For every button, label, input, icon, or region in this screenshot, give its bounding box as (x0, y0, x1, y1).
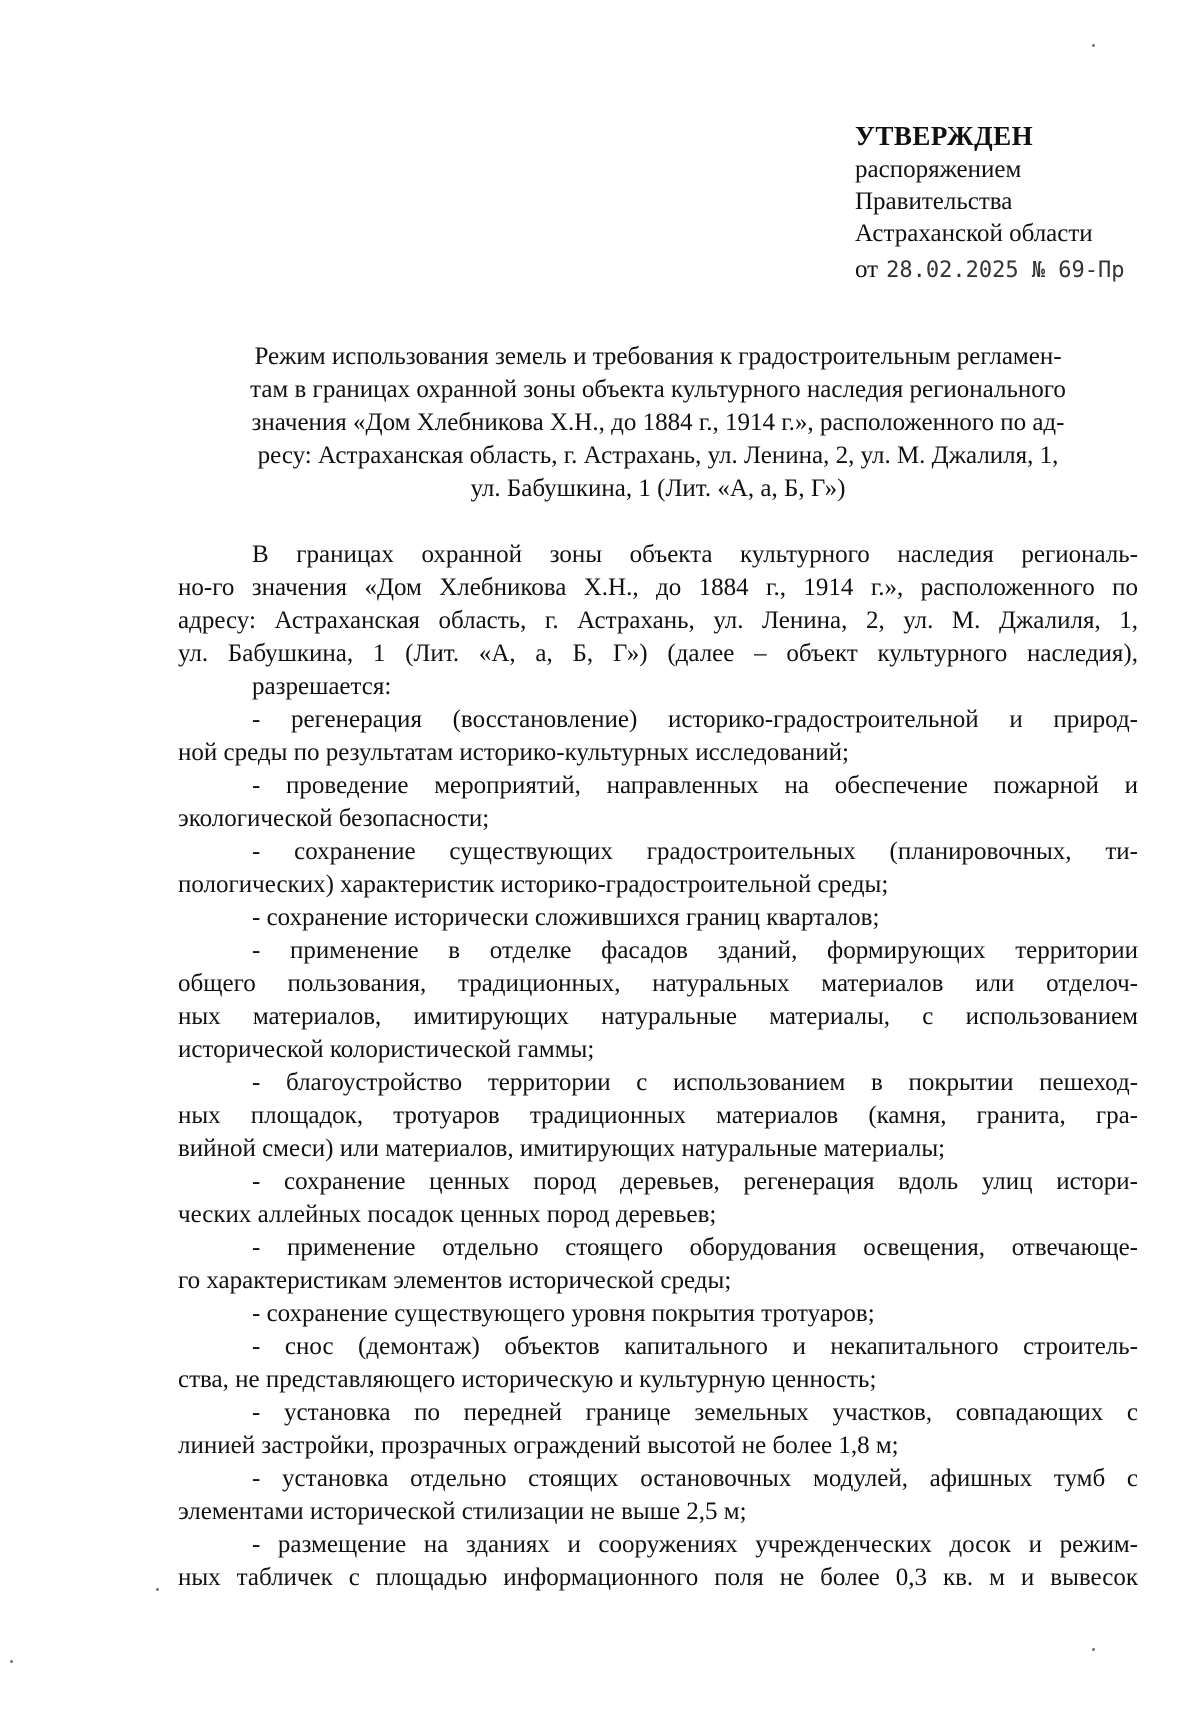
body-line: линией застройки, прозрачных ограждений высотой не более 1,8 м; (178, 1432, 899, 1459)
scan-speck (10, 1660, 13, 1663)
scan-speck (1092, 44, 1095, 47)
body-line: - применение отдельно стоящего оборудования освещения, отвечающе- (252, 1234, 1138, 1261)
body-line: - проведение мероприятий, направленных на обеспечение пожарной и (252, 772, 1138, 799)
body-line: - установка отдельно стоящих остановочных модулей, афишных тумб с (252, 1465, 1138, 1492)
body-line: - регенерация (восстановление) историко-градостроительной и природ- (252, 706, 1138, 733)
document-title (178, 340, 1138, 505)
approval-date-line (855, 254, 1185, 287)
body-line: вийной смеси) или материалов, имитирующих натуральные материалы; (178, 1135, 946, 1162)
approval-date-stamp: 28.02.2025 № 69-Пр (886, 258, 1125, 283)
body-line: - снос (демонтаж) объектов капитального и некапитального строитель- (252, 1333, 1138, 1360)
body-line: ных площадок, тротуаров традиционных материалов (камня, гранита, гра- (178, 1102, 1138, 1129)
body-line: - благоустройство территории с использованием в покрытии пешеход- (252, 1069, 1138, 1096)
title-line: значения «Дом Хлебникова Х.Н., до 1884 г., 1914 г.», расположенного по ад- (251, 409, 1065, 436)
title-line: ул. Бабушкина, 1 (Лит. «А, а, Б, Г») (470, 475, 846, 502)
approval-line-2: Правительства (855, 188, 1013, 215)
title-line: ресу: Астраханская область, г. Астрахань, ул. Ленина, 2, ул. М. Джалиля, 1, (257, 442, 1059, 469)
scan-speck (1092, 1648, 1095, 1651)
body-line: общего пользования, традиционных, натуральных материалов или отделоч- (178, 970, 1138, 997)
body-line: - размещение на зданиях и сооружениях учрежденческих досок и режим- (252, 1531, 1138, 1558)
approval-heading: УТВЕРЖДЕН (855, 121, 1034, 151)
body-line: ных табличек с площадью информационного поля не более 0,3 кв. м и вывесок (178, 1564, 1138, 1591)
document-body (178, 538, 1138, 1594)
body-line: ной среды по результатам историко-культурных исследований; (178, 739, 849, 766)
approval-block (855, 120, 1185, 287)
body-line: ул. Бабушкина, 1 (Лит. «А, а, Б, Г») (далее – объект культурного наследия), (178, 640, 1138, 667)
body-line: пологических) характеристик историко-градостроительной среды; (178, 871, 889, 898)
body-line: - сохранение ценных пород деревьев, регенерация вдоль улиц истори- (252, 1168, 1138, 1195)
approval-line-3: Астраханской области (855, 220, 1093, 247)
body-line: - применение в отделке фасадов зданий, формирующих территории (252, 937, 1138, 964)
body-line: - сохранение существующих градостроительных (планировочных, ти- (252, 838, 1138, 865)
body-line: ства, не представляющего историческую и культурную ценность; (178, 1366, 877, 1393)
body-line: ных материалов, имитирующих натуральные материалы, с использованием (178, 1003, 1138, 1030)
body-line: - установка по передней границе земельных участков, совпадающих с (252, 1399, 1138, 1426)
body-line: - сохранение существующего уровня покрытия тротуаров; (252, 1300, 875, 1327)
body-line: но-го значения «Дом Хлебникова Х.Н., до 1884 г., 1914 г.», расположенного по (178, 574, 1138, 601)
body-line: - сохранение исторически сложившихся границ кварталов; (252, 904, 880, 931)
body-line: экологической безопасности; (178, 805, 490, 832)
title-line: там в границах охранной зоны объекта культурного наследия регионального (250, 376, 1066, 403)
body-line: исторической колористической гаммы; (178, 1036, 595, 1063)
body-line: ческих аллейных посадок ценных пород деревьев; (178, 1201, 717, 1228)
approval-date-prefix: от (855, 256, 879, 283)
body-line: В границах охранной зоны объекта культурного наследия региональ- (252, 541, 1138, 568)
body-line: элементами исторической стилизации не выше 2,5 м; (178, 1498, 747, 1525)
scan-speck (156, 1588, 159, 1591)
approval-line-1: распоряжением (855, 156, 1022, 183)
body-line: го характеристикам элементов исторической среды; (178, 1267, 732, 1294)
body-line: адресу: Астраханская область, г. Астрахань, ул. Ленина, 2, ул. М. Джалиля, 1, (178, 607, 1138, 634)
title-line: Режим использования земель и требования к градостроительным регламен- (254, 343, 1062, 370)
body-line: разрешается: (252, 673, 392, 700)
